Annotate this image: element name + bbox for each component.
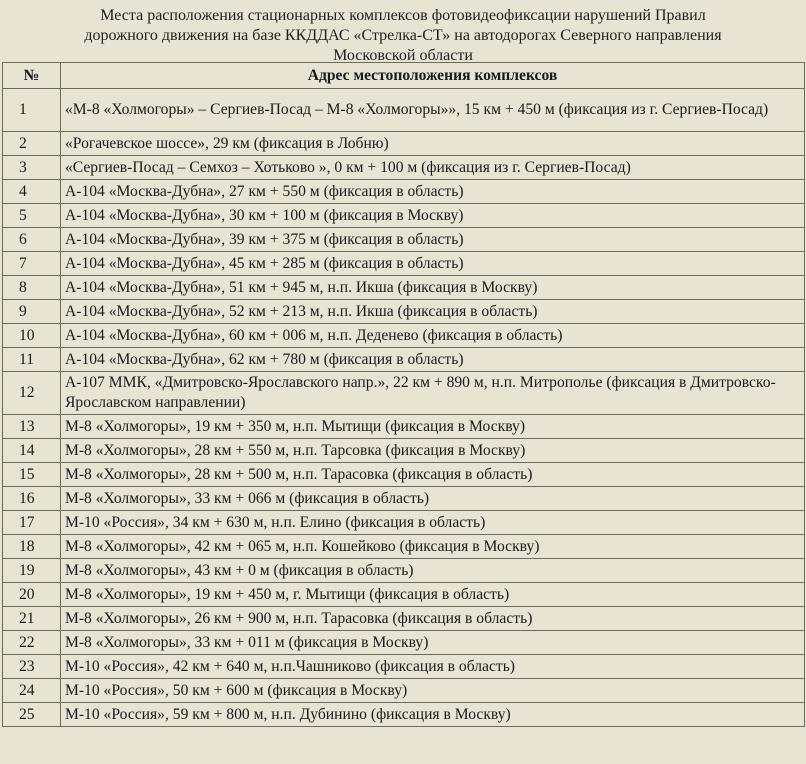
- row-number: 14: [3, 439, 61, 463]
- row-number: 15: [3, 463, 61, 487]
- table-row: [3, 156, 805, 180]
- row-number: 24: [3, 679, 61, 703]
- row-number: 16: [3, 487, 61, 511]
- row-address: «М-8 «Холмогоры» – Сергиев-Посад – М-8 «Холмогоры»», 15 км + 450 м (фиксация из г. Сергиев-Посад): [61, 89, 805, 132]
- locations-table: [2, 62, 805, 727]
- table-row: [3, 511, 805, 535]
- row-number: 10: [3, 324, 61, 348]
- row-number: 4: [3, 180, 61, 204]
- row-address: М-8 «Холмогоры», 33 км + 011 м (фиксация в Москву): [61, 631, 805, 655]
- header-num: №: [3, 63, 61, 89]
- table-row: [3, 324, 805, 348]
- row-number: 25: [3, 703, 61, 727]
- table-row: [3, 372, 805, 415]
- table-row: [3, 252, 805, 276]
- row-address: М-8 «Холмогоры», 26 км + 900 м, н.п. Тарасовка (фиксация в область): [61, 607, 805, 631]
- row-address: М-8 «Холмогоры», 28 км + 550 м, н.п. Тарсовка (фиксация в Москву): [61, 439, 805, 463]
- row-number: 23: [3, 655, 61, 679]
- row-address: «Сергиев-Посад – Семхоз – Хотьково », 0 км + 100 м (фиксация из г. Сергиев-Посад): [61, 156, 805, 180]
- row-address: М-8 «Холмогоры», 43 км + 0 м (фиксация в область): [61, 559, 805, 583]
- row-address: А-104 «Москва-Дубна», 62 км + 780 м (фиксация в область): [61, 348, 805, 372]
- table-row: [3, 535, 805, 559]
- table-row: [3, 180, 805, 204]
- row-address: М-8 «Холмогоры», 19 км + 350 м, н.п. Мытищи (фиксация в Москву): [61, 415, 805, 439]
- table-row: [3, 276, 805, 300]
- row-number: 5: [3, 204, 61, 228]
- row-address: М-8 «Холмогоры», 19 км + 450 м, г. Мытищи (фиксация в область): [61, 583, 805, 607]
- table-row: [3, 300, 805, 324]
- row-address: А-104 «Москва-Дубна», 60 км + 006 м, н.п. Деденево (фиксация в область): [61, 324, 805, 348]
- row-address: А-104 «Москва-Дубна», 52 км + 213 м, н.п. Икша (фиксация в область): [61, 300, 805, 324]
- row-address: А-107 ММК, «Дмитровско-Ярославского напр.», 22 км + 890 м, н.п. Митрополье (фиксация в Дмитровско-Ярославском направлении): [61, 372, 805, 415]
- row-address: М-10 «Россия», 34 км + 630 м, н.п. Елино (фиксация в область): [61, 511, 805, 535]
- table-row: [3, 703, 805, 727]
- row-address: А-104 «Москва-Дубна», 39 км + 375 м (фиксация в область): [61, 228, 805, 252]
- row-number: 18: [3, 535, 61, 559]
- row-number: 1: [3, 89, 61, 132]
- row-number: 22: [3, 631, 61, 655]
- table-row: [3, 655, 805, 679]
- row-address: М-8 «Холмогоры», 33 км + 066 м (фиксация в область): [61, 487, 805, 511]
- table-row: [3, 439, 805, 463]
- table-row: [3, 487, 805, 511]
- table-body: [3, 89, 805, 727]
- table-row: [3, 348, 805, 372]
- table-row: [3, 559, 805, 583]
- table-header-row: [3, 63, 805, 89]
- row-address: М-8 «Холмогоры», 28 км + 500 м, н.п. Тарасовка (фиксация в область): [61, 463, 805, 487]
- row-number: 8: [3, 276, 61, 300]
- row-number: 17: [3, 511, 61, 535]
- table-row: [3, 607, 805, 631]
- table-row: [3, 228, 805, 252]
- row-number: 13: [3, 415, 61, 439]
- row-number: 3: [3, 156, 61, 180]
- title-line-3: Московской области: [333, 47, 473, 64]
- row-number: 21: [3, 607, 61, 631]
- row-number: 11: [3, 348, 61, 372]
- row-address: «Рогачевское шоссе», 29 км (фиксация в Лобню): [61, 132, 805, 156]
- title-line-2: дорожного движения на базе ККДДАС «Стрелка-СТ» на автодорогах Северного направления: [84, 27, 722, 44]
- row-address: М-10 «Россия», 42 км + 640 м, н.п.Чашниково (фиксация в область): [61, 655, 805, 679]
- row-address: М-8 «Холмогоры», 42 км + 065 м, н.п. Кошейково (фиксация в Москву): [61, 535, 805, 559]
- table-row: [3, 463, 805, 487]
- table-row: [3, 415, 805, 439]
- document-title: [0, 0, 806, 62]
- table-row: [3, 583, 805, 607]
- row-address: М-10 «Россия», 50 км + 600 м (фиксация в Москву): [61, 679, 805, 703]
- row-number: 19: [3, 559, 61, 583]
- row-number: 9: [3, 300, 61, 324]
- row-number: 20: [3, 583, 61, 607]
- table-row: [3, 204, 805, 228]
- table-row: [3, 132, 805, 156]
- row-number: 6: [3, 228, 61, 252]
- row-number: 2: [3, 132, 61, 156]
- row-number: 12: [3, 372, 61, 415]
- table-row: [3, 89, 805, 132]
- row-address: А-104 «Москва-Дубна», 45 км + 285 м (фиксация в область): [61, 252, 805, 276]
- header-address: Адрес местоположения комплексов: [61, 63, 805, 89]
- row-number: 7: [3, 252, 61, 276]
- table-row: [3, 679, 805, 703]
- row-address: А-104 «Москва-Дубна», 51 км + 945 м, н.п. Икша (фиксация в Москву): [61, 276, 805, 300]
- row-address: М-10 «Россия», 59 км + 800 м, н.п. Дубинино (фиксация в Москву): [61, 703, 805, 727]
- title-line-1: Места расположения стационарных комплексов фотовидеофиксации нарушений Правил: [100, 7, 706, 24]
- table-row: [3, 631, 805, 655]
- row-address: А-104 «Москва-Дубна», 27 км + 550 м (фиксация в область): [61, 180, 805, 204]
- row-address: А-104 «Москва-Дубна», 30 км + 100 м (фиксация в Москву): [61, 204, 805, 228]
